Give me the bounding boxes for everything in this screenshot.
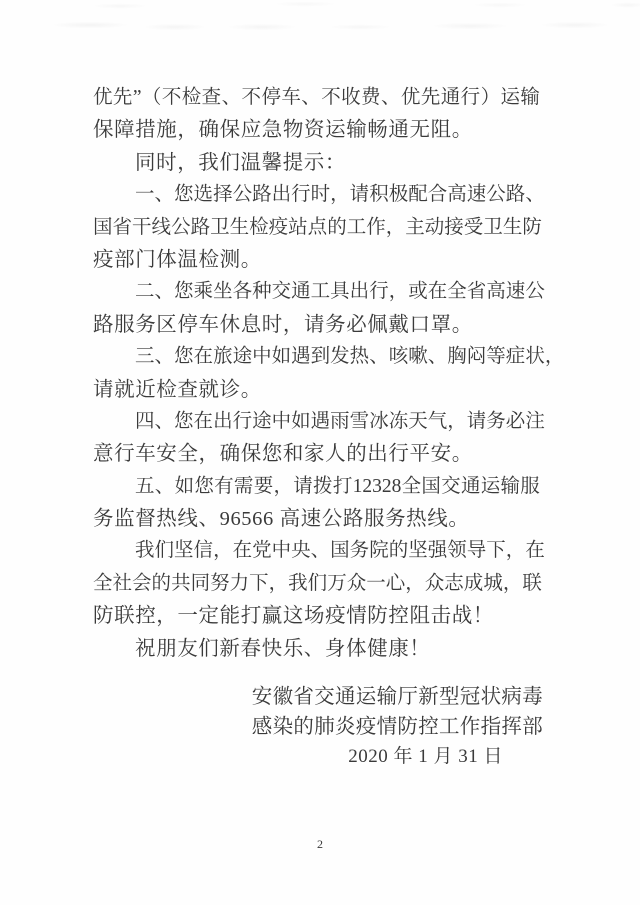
text-line: 优 先 ” （ 不 检 查 、 不 停 车 、 不 收 费 、 优 先 通 行 ） 运 输 (93, 87, 540, 108)
signature-org-line-1: 安徽省交通运输厅新型冠状病毒 (251, 686, 543, 708)
signature-org-line-2: 感染的肺炎疫情防控工作指挥部 (251, 715, 543, 738)
text-line: 我 们 坚 信 ， 在 党 中 央 、 国 务 院 的 坚 强 领 导 下 ， 在 (135, 540, 545, 562)
page-number: 2 (317, 837, 323, 851)
signature-block (252, 683, 543, 772)
text-line: 路服务区停车休息时，请务必佩戴口罩。 (93, 313, 473, 336)
scan-noise-artifacts (0, 0, 640, 40)
text-line: 保障措施，确保应急物资运输畅通无阻。 (93, 119, 473, 142)
text-line: 疫部门体温检测。 (93, 248, 262, 271)
text-line: 防联控，一定能打赢这场疫情防控阻击战！ (93, 605, 494, 628)
text-line: 一 、 您 选 择 公 路 出 行 时 ， 请 积 极 配 合 高 速 公 路 、 (135, 184, 545, 206)
text-line: 二 、 您 乘 坐 各 种 交 通 工 具 出 行 ， 或 在 全 省 高 速 公 (135, 281, 545, 303)
text-line: 同时，我们温馨提示： (135, 151, 346, 174)
text-line: 全 社 会 的 共 同 努 力 下 ， 我 们 万 众 一 心 ， 众 志 成 城 ， 联 (93, 572, 542, 594)
body-text (93, 82, 565, 665)
signature-date: 2020 年 1 月 31 日 (348, 746, 503, 767)
text-line: 务监督热线、96566 高速公路服务热线。 (93, 508, 470, 531)
text-line: 国 省 干 线 公 路 卫 生 检 疫 站 点 的 工 作 ， 主 动 接 受 卫 生 防 (93, 216, 542, 238)
text-line: 四 、 您 在 出 行 途 中 如 遇 雨 雪 冰 冻 天 气 ， 请 务 必 注 (135, 410, 545, 432)
text-line: 请就近检查就诊。 (93, 378, 262, 401)
text-line: 三 、 您 在 旅 途 中 如 遇 到 发 热 、 咳 嗽 、 胸 闷 等 症 状 ， (135, 346, 565, 368)
text-line: 五 、 如 您 有 需 要 ， 请 拨 打 12328 全 国 交 通 运 输 服 (135, 475, 540, 497)
text-line: 意行车安全，确保您和家人的出行平安。 (93, 443, 473, 466)
text-line: 祝朋友们新春快乐、身体健康！ (135, 637, 431, 660)
